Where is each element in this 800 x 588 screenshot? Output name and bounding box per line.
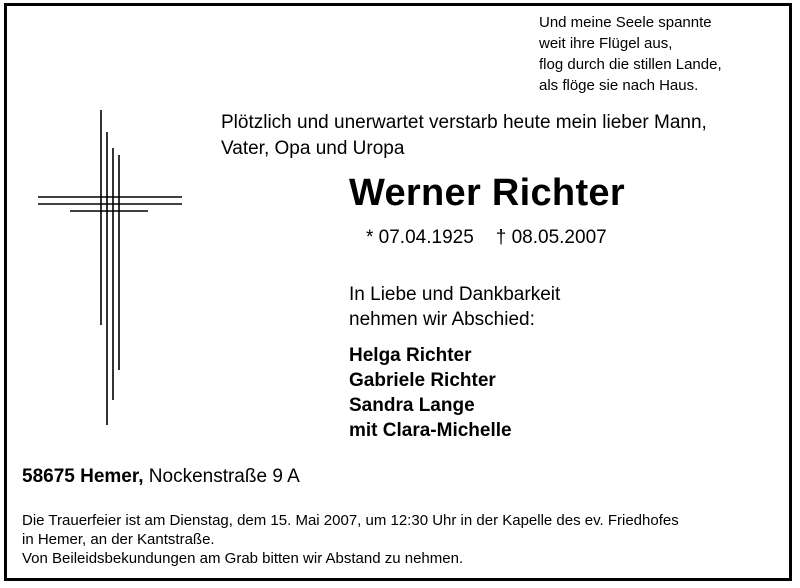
- address: [22, 466, 300, 488]
- mourners-list: [349, 343, 512, 443]
- mourner-name: mit Clara-Michelle: [349, 420, 512, 441]
- life-dates: [366, 227, 607, 249]
- intro-line: Vater, Opa und Uropa: [221, 138, 405, 159]
- stylized-cross-icon: [30, 100, 200, 425]
- funeral-info-line: in Hemer, an der Kantstraße.: [22, 531, 215, 548]
- farewell-text: [349, 282, 560, 332]
- death-date: † 08.05.2007: [495, 227, 607, 248]
- funeral-info-line: Von Beileidsbekundungen am Grab bitten wir Abstand zu nehmen.: [22, 550, 464, 567]
- funeral-info: [22, 511, 787, 568]
- poem-line: weit ihre Flügel aus,: [539, 35, 673, 52]
- funeral-info-line: Die Trauerfeier ist am Dienstag, dem 15. Mai 2007, um 12:30 Uhr in der Kapelle des ev. Friedhofes: [22, 512, 679, 529]
- poem: [539, 12, 789, 96]
- address-street: Nockenstraße 9 A: [148, 466, 300, 487]
- mourner-name: Helga Richter: [349, 345, 472, 366]
- intro-line: Plötzlich und unerwartet verstarb heute mein lieber Mann,: [221, 112, 707, 133]
- deceased-name: Werner Richter: [349, 172, 625, 214]
- poem-line: flog durch die stillen Lande,: [539, 56, 722, 73]
- farewell-line: In Liebe und Dankbarkeit: [349, 284, 561, 305]
- intro-text: [221, 110, 791, 162]
- mourner-name: Gabriele Richter: [349, 370, 496, 391]
- address-city: 58675 Hemer,: [22, 466, 144, 487]
- mourner-name: Sandra Lange: [349, 395, 475, 416]
- poem-line: als flöge sie nach Haus.: [539, 77, 699, 94]
- birth-date: * 07.04.1925: [366, 227, 474, 248]
- farewell-line: nehmen wir Abschied:: [349, 309, 535, 330]
- poem-line: Und meine Seele spannte: [539, 14, 712, 31]
